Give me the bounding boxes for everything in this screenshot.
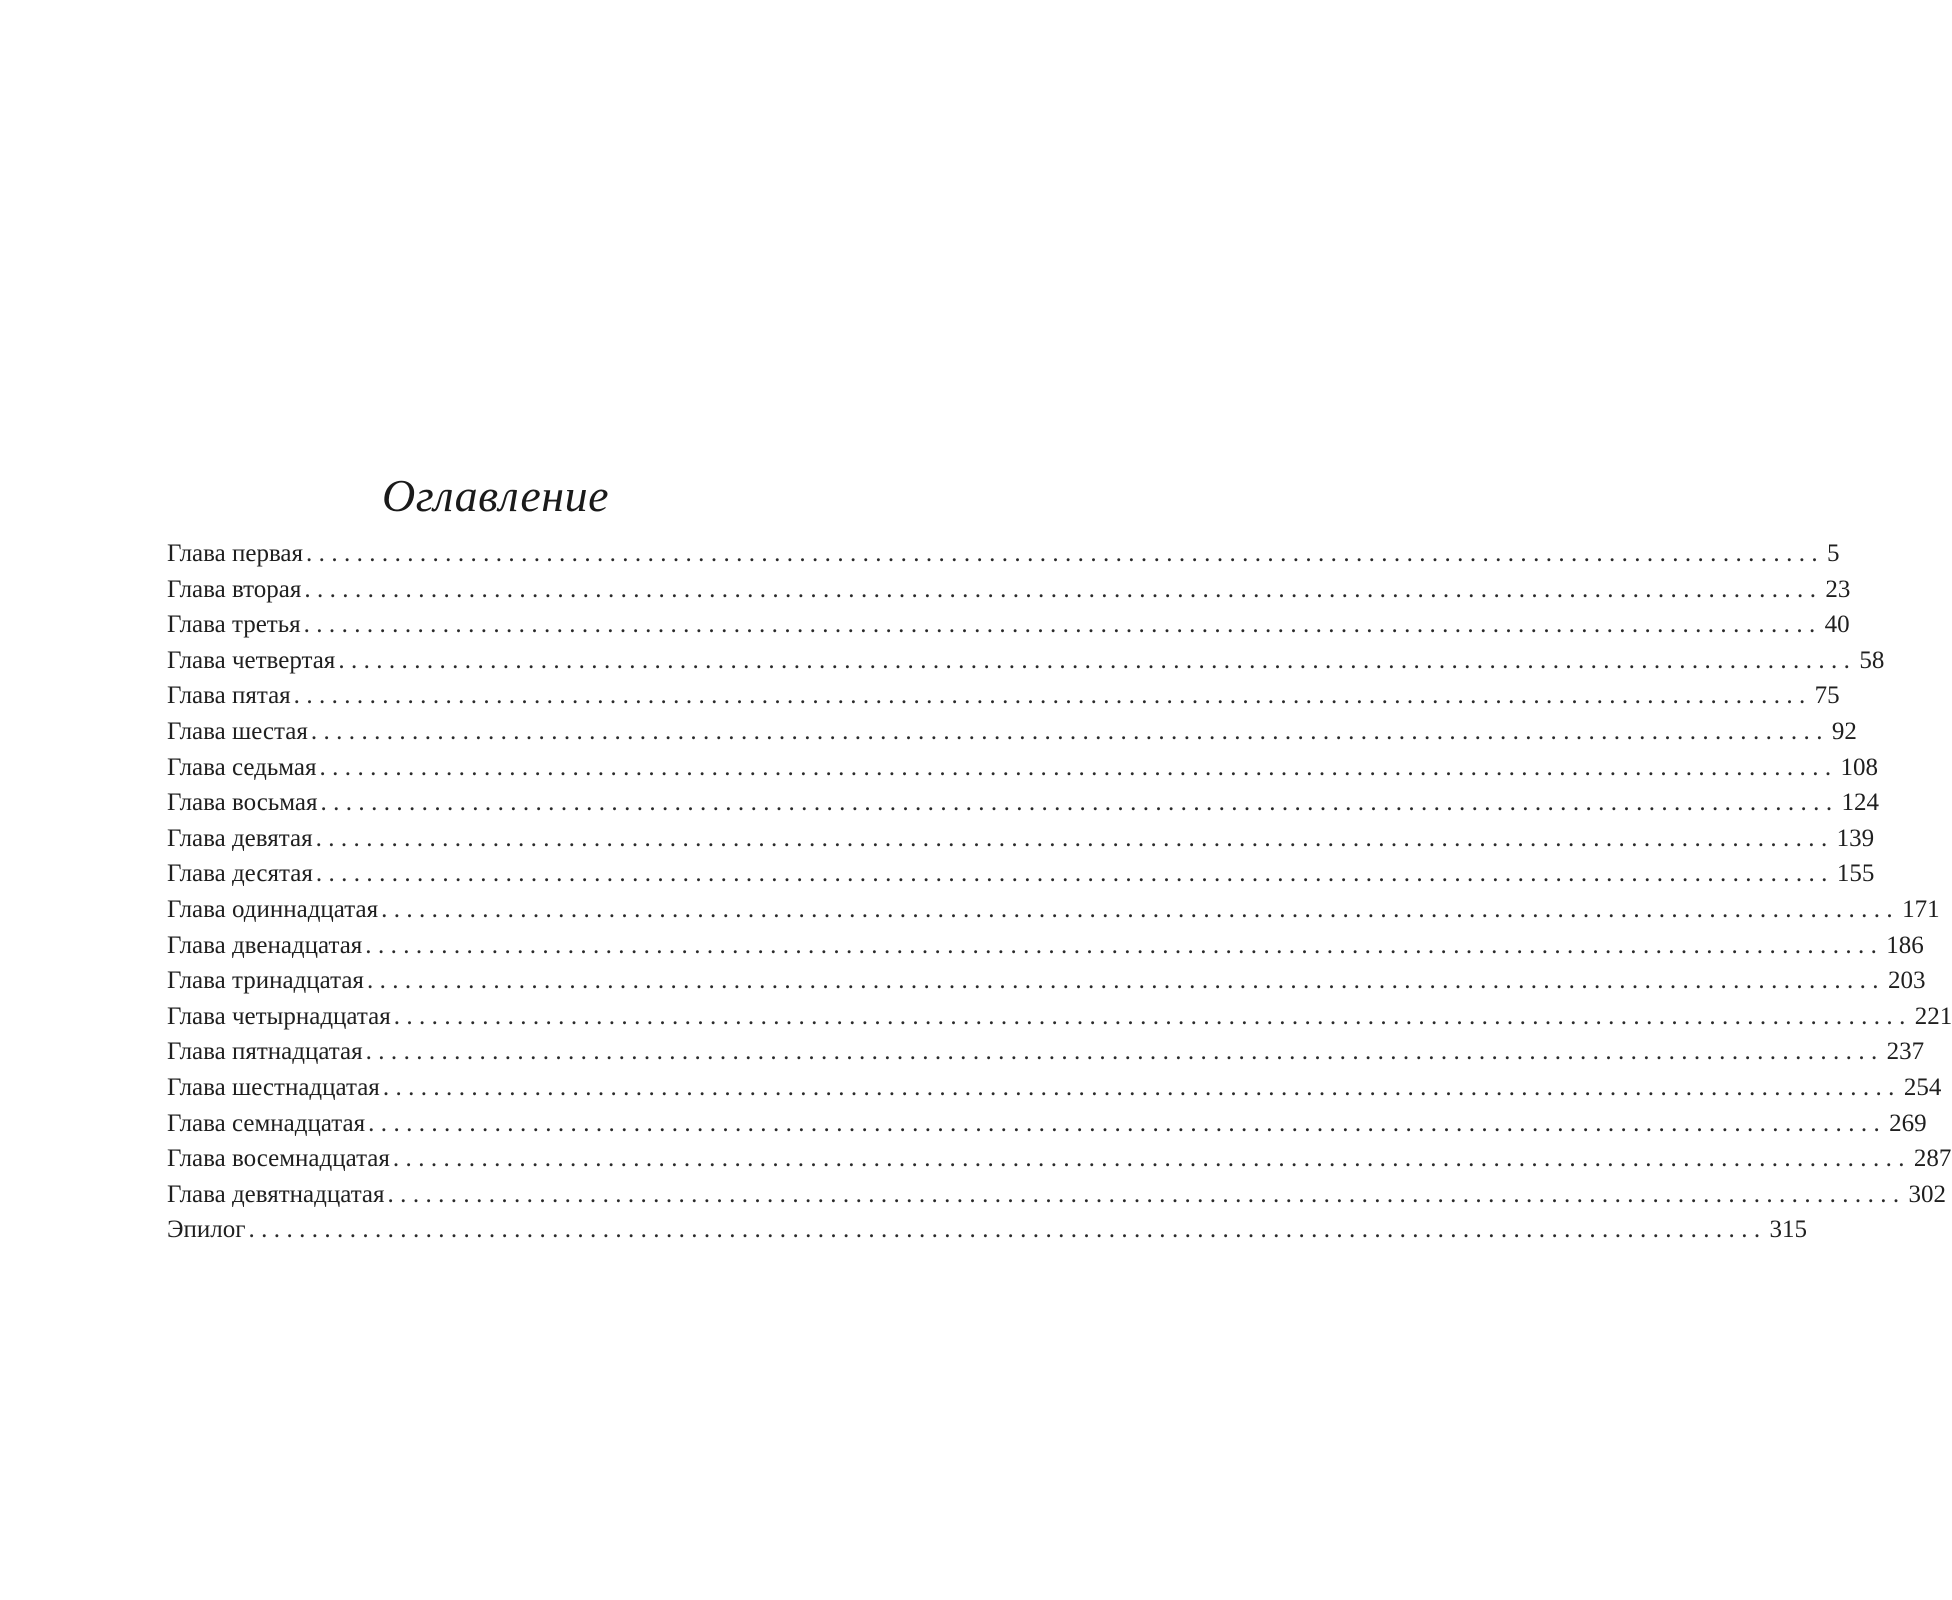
- dot-leader: ........................................................................................................................: [365, 1038, 1884, 1066]
- toc-entry-page: 221: [1914, 1002, 1952, 1030]
- toc-entry: [167, 536, 1840, 572]
- toc-entry: [167, 750, 1878, 786]
- dot-leader: ........................................................................................................................: [365, 931, 1884, 959]
- dot-leader: ........................................................................................................................: [381, 895, 1900, 923]
- toc-entry-page: 186: [1886, 931, 1924, 959]
- toc-entry-page: 5: [1827, 540, 1840, 567]
- toc-entry-label: Глава первая: [167, 540, 304, 567]
- toc-entry-page: 58: [1859, 646, 1885, 674]
- dot-leader: ........................................................................................................................: [303, 611, 1822, 639]
- toc-entry-page: 287: [1913, 1145, 1952, 1173]
- toc-entry: [167, 607, 1850, 643]
- toc-entry-page: 40: [1824, 611, 1850, 639]
- toc-entry: [167, 999, 1952, 1035]
- toc-entry-page: 92: [1831, 717, 1857, 745]
- toc-entry-label: Глава пятнадцатая: [167, 1038, 363, 1066]
- toc-entry: [167, 1070, 1942, 1106]
- toc-entry: [167, 1141, 1952, 1177]
- toc-entry-page: 302: [1908, 1180, 1947, 1208]
- toc-entry-label: Глава шестая: [167, 717, 308, 745]
- dot-leader: ........................................................................................................................: [366, 967, 1885, 995]
- toc-entry-label: Глава тринадцатая: [167, 967, 364, 995]
- dot-leader: ........................................................................................................................: [248, 1216, 1767, 1244]
- toc-entry: [167, 821, 1875, 857]
- toc-entry-label: Глава двенадцатая: [167, 931, 363, 959]
- toc-entry-label: Глава девятая: [167, 824, 313, 852]
- dot-leader: ........................................................................................................................: [387, 1180, 1906, 1208]
- toc-entry: [167, 856, 1875, 892]
- toc-entry-label: Глава третья: [167, 611, 301, 639]
- toc-entry-label: Глава восемнадцатая: [167, 1145, 390, 1173]
- dot-leader: ........................................................................................................................: [320, 789, 1839, 817]
- dot-leader: ........................................................................................................................: [304, 575, 1823, 603]
- dot-leader: ........................................................................................................................: [306, 540, 1825, 567]
- toc-entry-page: 237: [1886, 1038, 1925, 1066]
- toc-entry-label: Глава вторая: [167, 575, 302, 603]
- toc-entry: [167, 1212, 1807, 1248]
- toc-entry-page: 23: [1825, 575, 1851, 603]
- toc-entry: [167, 892, 1940, 928]
- dot-leader: ........................................................................................................................: [319, 753, 1838, 781]
- toc-entry-page: 315: [1769, 1216, 1807, 1244]
- toc-entry-page: 203: [1887, 967, 1926, 995]
- toc-entry-label: Глава четырнадцатая: [167, 1002, 391, 1030]
- toc-entry: [167, 785, 1879, 821]
- toc-entry: [167, 678, 1840, 714]
- dot-leader: ........................................................................................................................: [293, 682, 1812, 710]
- toc-entry-label: Глава девятнадцатая: [167, 1180, 385, 1208]
- toc-entry-label: Глава восьмая: [167, 789, 318, 817]
- toc-entry-page: 139: [1836, 824, 1875, 852]
- toc-entry-page: 155: [1836, 860, 1875, 888]
- dot-leader: ........................................................................................................................: [393, 1002, 1912, 1030]
- dot-leader: ........................................................................................................................: [392, 1145, 1911, 1173]
- toc-entry-label: Эпилог: [167, 1216, 246, 1244]
- toc-entry-label: Глава седьмая: [167, 753, 317, 781]
- toc-entry-label: Глава одиннадцатая: [167, 895, 379, 923]
- toc-entry-page: 108: [1840, 753, 1878, 781]
- toc-entry-page: 254: [1903, 1073, 1942, 1101]
- toc-entry-label: Глава пятая: [167, 682, 291, 710]
- toc-entry-label: Глава семнадцатая: [167, 1109, 366, 1137]
- toc-entry-page: 75: [1814, 682, 1840, 710]
- dot-leader: ........................................................................................................................: [382, 1073, 1901, 1101]
- toc-entry-page: 269: [1889, 1109, 1927, 1137]
- toc-entry: [167, 928, 1924, 964]
- toc-entry: [167, 1106, 1927, 1142]
- dot-leader: ........................................................................................................................: [315, 824, 1834, 852]
- toc-entry: [167, 963, 1926, 999]
- toc-entry: [167, 572, 1851, 608]
- toc-entry-page: 171: [1902, 895, 1940, 923]
- dot-leader: ........................................................................................................................: [315, 860, 1834, 888]
- dot-leader: ........................................................................................................................: [338, 646, 1857, 674]
- toc-entry: [167, 714, 1857, 750]
- toc-title: Оглавление: [381, 470, 609, 521]
- toc-entry: [167, 1177, 1947, 1213]
- toc-entry-label: Глава десятая: [167, 860, 313, 888]
- toc-entry-page: 124: [1841, 789, 1879, 817]
- toc-entry: [167, 643, 1885, 679]
- dot-leader: ........................................................................................................................: [310, 717, 1829, 745]
- toc-entry-label: Глава четвертая: [167, 646, 336, 674]
- toc-entry: [167, 1034, 1925, 1070]
- table-of-contents: [167, 536, 1952, 1248]
- dot-leader: ........................................................................................................................: [368, 1109, 1887, 1137]
- toc-entry-label: Глава шестнадцатая: [167, 1073, 380, 1101]
